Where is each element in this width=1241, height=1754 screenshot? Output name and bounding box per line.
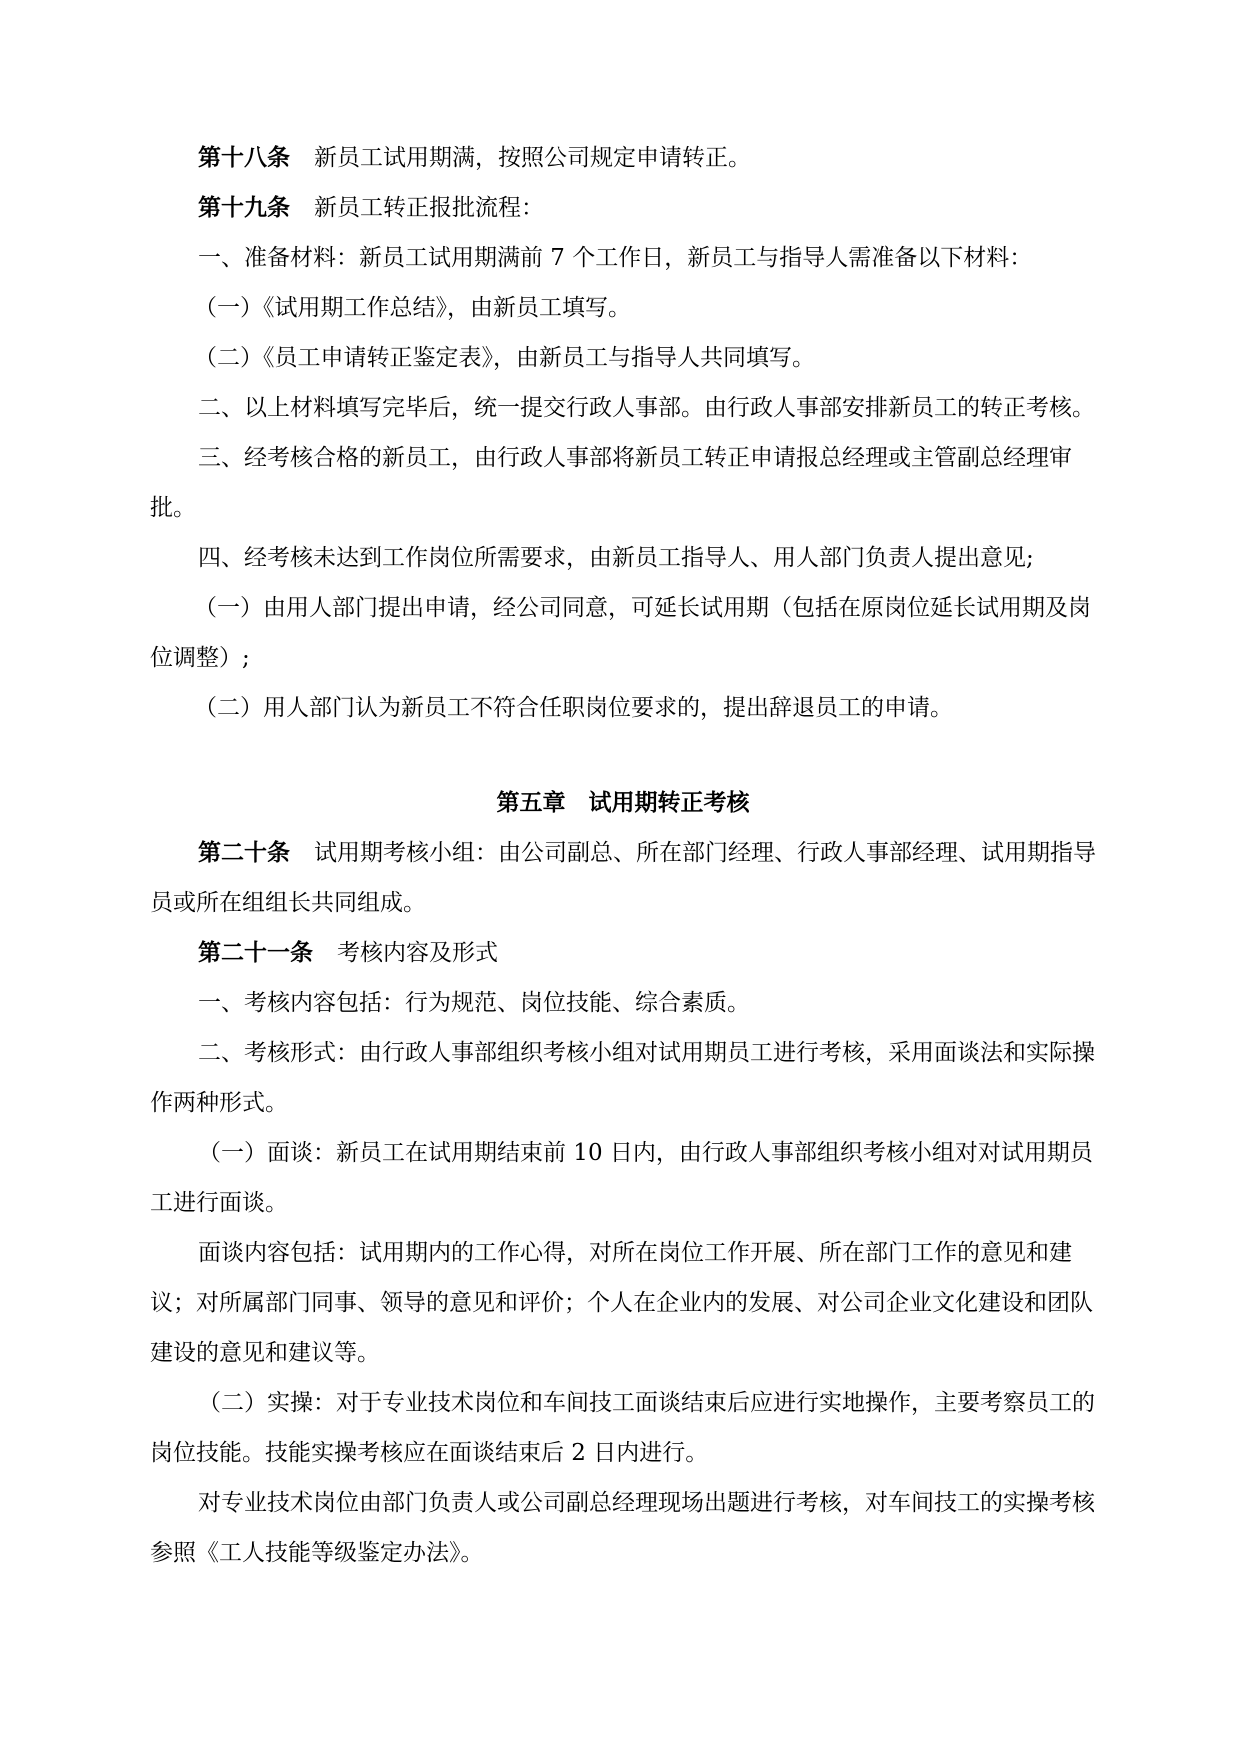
paragraph: （一）《试用期工作总结》，由新员工填写。 — [194, 295, 631, 321]
article-19-text: 新员工转正报批流程： — [314, 195, 544, 221]
paragraph: 四、经考核未达到工作岗位所需要求，由新员工指导人、用人部门负责人提出意见; — [198, 545, 1034, 571]
paragraph: 一、准备材料：新员工试用期满前 7 个工作日，新员工与指导人需准备以下材料： — [198, 245, 1033, 271]
paragraph: 二、考核形式：由行政人事部组织考核小组对试用期员工进行考核，采用面谈法和实际操作两种形式。 — [150, 1040, 1095, 1116]
article-20 — [150, 828, 1096, 928]
article-18 — [150, 133, 1096, 183]
chapter-heading: 第五章 试用期转正考核 — [496, 789, 750, 816]
paragraph: 面谈内容包括：试用期内的工作心得，对所在岗位工作开展、所在部门工作的意见和建议；对所属部门同事、领导的意见和评价；个人在企业内的发展、对公司企业文化建设和团队建设的意见和建议等。 — [150, 1240, 1093, 1366]
paragraph: 对专业技术岗位由部门负责人或公司副总经理现场出题进行考核，对车间技工的实操考核参照《工人技能等级鉴定办法》。 — [150, 1490, 1095, 1566]
article-20-label: 第二十条 — [198, 839, 290, 866]
paragraph: （一）由用人部门提出申请，经公司同意，可延长试用期（包括在原岗位延长试用期及岗位调整）; — [150, 595, 1091, 671]
article-18-text: 新员工试用期满，按照公司规定申请转正。 — [314, 145, 751, 171]
paragraph: 三、经考核合格的新员工，由行政人事部将新员工转正申请报总经理或主管副总经理审批。 — [150, 445, 1072, 521]
paragraph: （二）用人部门认为新员工不符合任职岗位要求的，提出辞退员工的申请。 — [194, 695, 953, 721]
paragraph: （二）《员工申请转正鉴定表》，由新员工与指导人共同填写。 — [194, 345, 815, 371]
paragraph: （一）面谈：新员工在试用期结束前 10 日内，由行政人事部组织考核小组对对试用期员工进行面谈。 — [150, 1140, 1093, 1216]
article-19 — [150, 183, 1096, 233]
paragraph: 一、考核内容包括：行为规范、岗位技能、综合素质。 — [198, 990, 750, 1016]
article-21-label: 第二十一条 — [198, 939, 313, 966]
paragraph: （二）实操：对于专业技术岗位和车间技工面谈结束后应进行实地操作，主要考察员工的岗位技能。技能实操考核应在面谈结束后 2 日内进行。 — [150, 1390, 1095, 1466]
paragraph: 二、以上材料填写完毕后，统一提交行政人事部。由行政人事部安排新员工的转正考核。 — [198, 395, 1095, 421]
article-21-text: 考核内容及形式 — [337, 940, 498, 966]
article-20-text: 试用期考核小组：由公司副总、所在部门经理、行政人事部经理、试用期指导员或所在组组长共同组成。 — [150, 840, 1096, 916]
document-body — [150, 133, 1096, 1578]
article-18-label: 第十八条 — [198, 144, 290, 171]
article-19-label: 第十九条 — [198, 194, 290, 221]
article-21 — [150, 928, 1096, 978]
